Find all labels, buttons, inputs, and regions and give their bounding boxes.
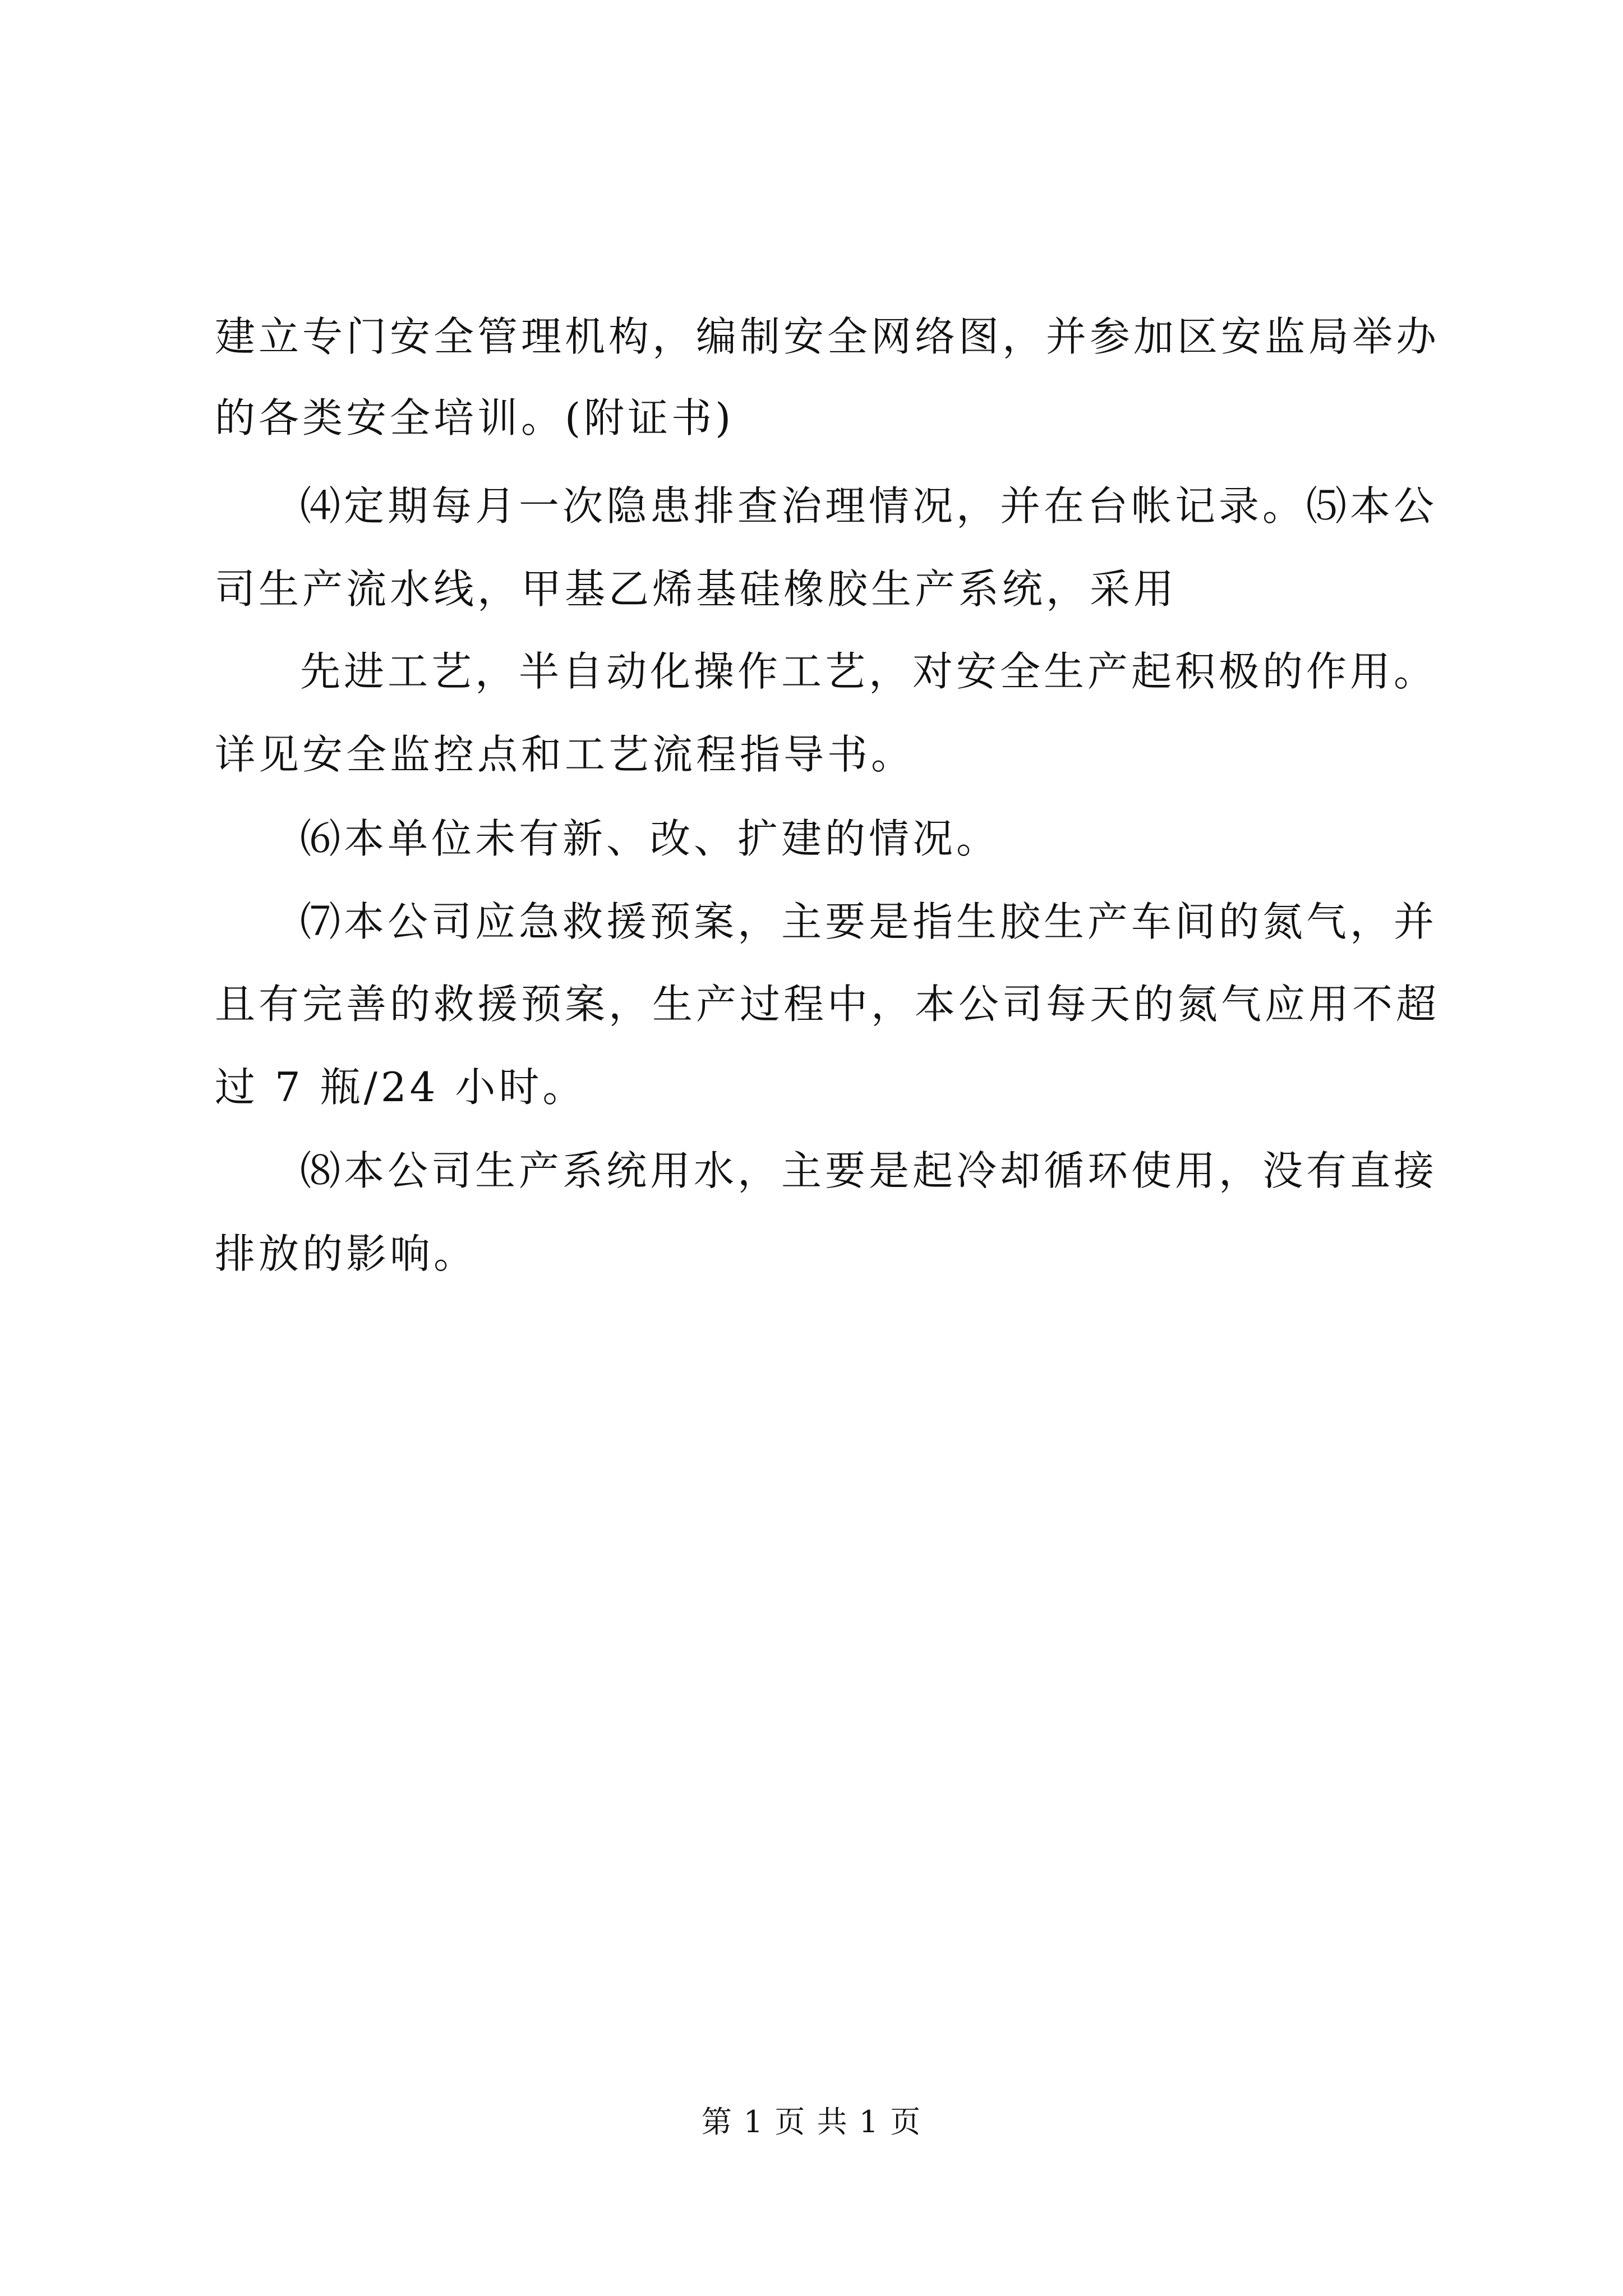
paragraph-line: 且有完善的救援预案，生产过程中，本公司每天的氮气应用不超 (215, 981, 1440, 1028)
paragraph-line: 的各类安全培训。(附证书) (215, 394, 735, 441)
paragraph-line: 过 7 瓶/24 小时。 (215, 1064, 587, 1111)
paragraph-line: 司生产流水线，甲基乙烯基硅橡胶生产系统，采用 (215, 565, 1178, 613)
paragraph-line: ⑻本公司生产系统用水，主要是起冷却循环使用，没有直接 (300, 1147, 1438, 1194)
paragraph-line: 排放的影响。 (215, 1230, 478, 1277)
paragraph-line: ⑹本单位未有新、改、扩建的情况。 (300, 815, 1000, 862)
paragraph-line: ⑷定期每月一次隐患排查治理情况，并在台帐记录。⑸本公 (300, 482, 1438, 530)
paragraph-line: 详见安全监控点和工艺流程指导书。 (215, 731, 915, 778)
paragraph-line: 建立专门安全管理机构，编制安全网络图，并参加区安监局举办 (215, 313, 1440, 360)
paragraph-line: 先进工艺，半自动化操作工艺，对安全生产起积极的作用。 (300, 648, 1438, 695)
paragraph-line: ⑺本公司应急救援预案，主要是指生胶生产车间的氮气，并 (300, 898, 1438, 945)
page-footer: 第 1 页 共 1 页 (701, 2104, 922, 2139)
